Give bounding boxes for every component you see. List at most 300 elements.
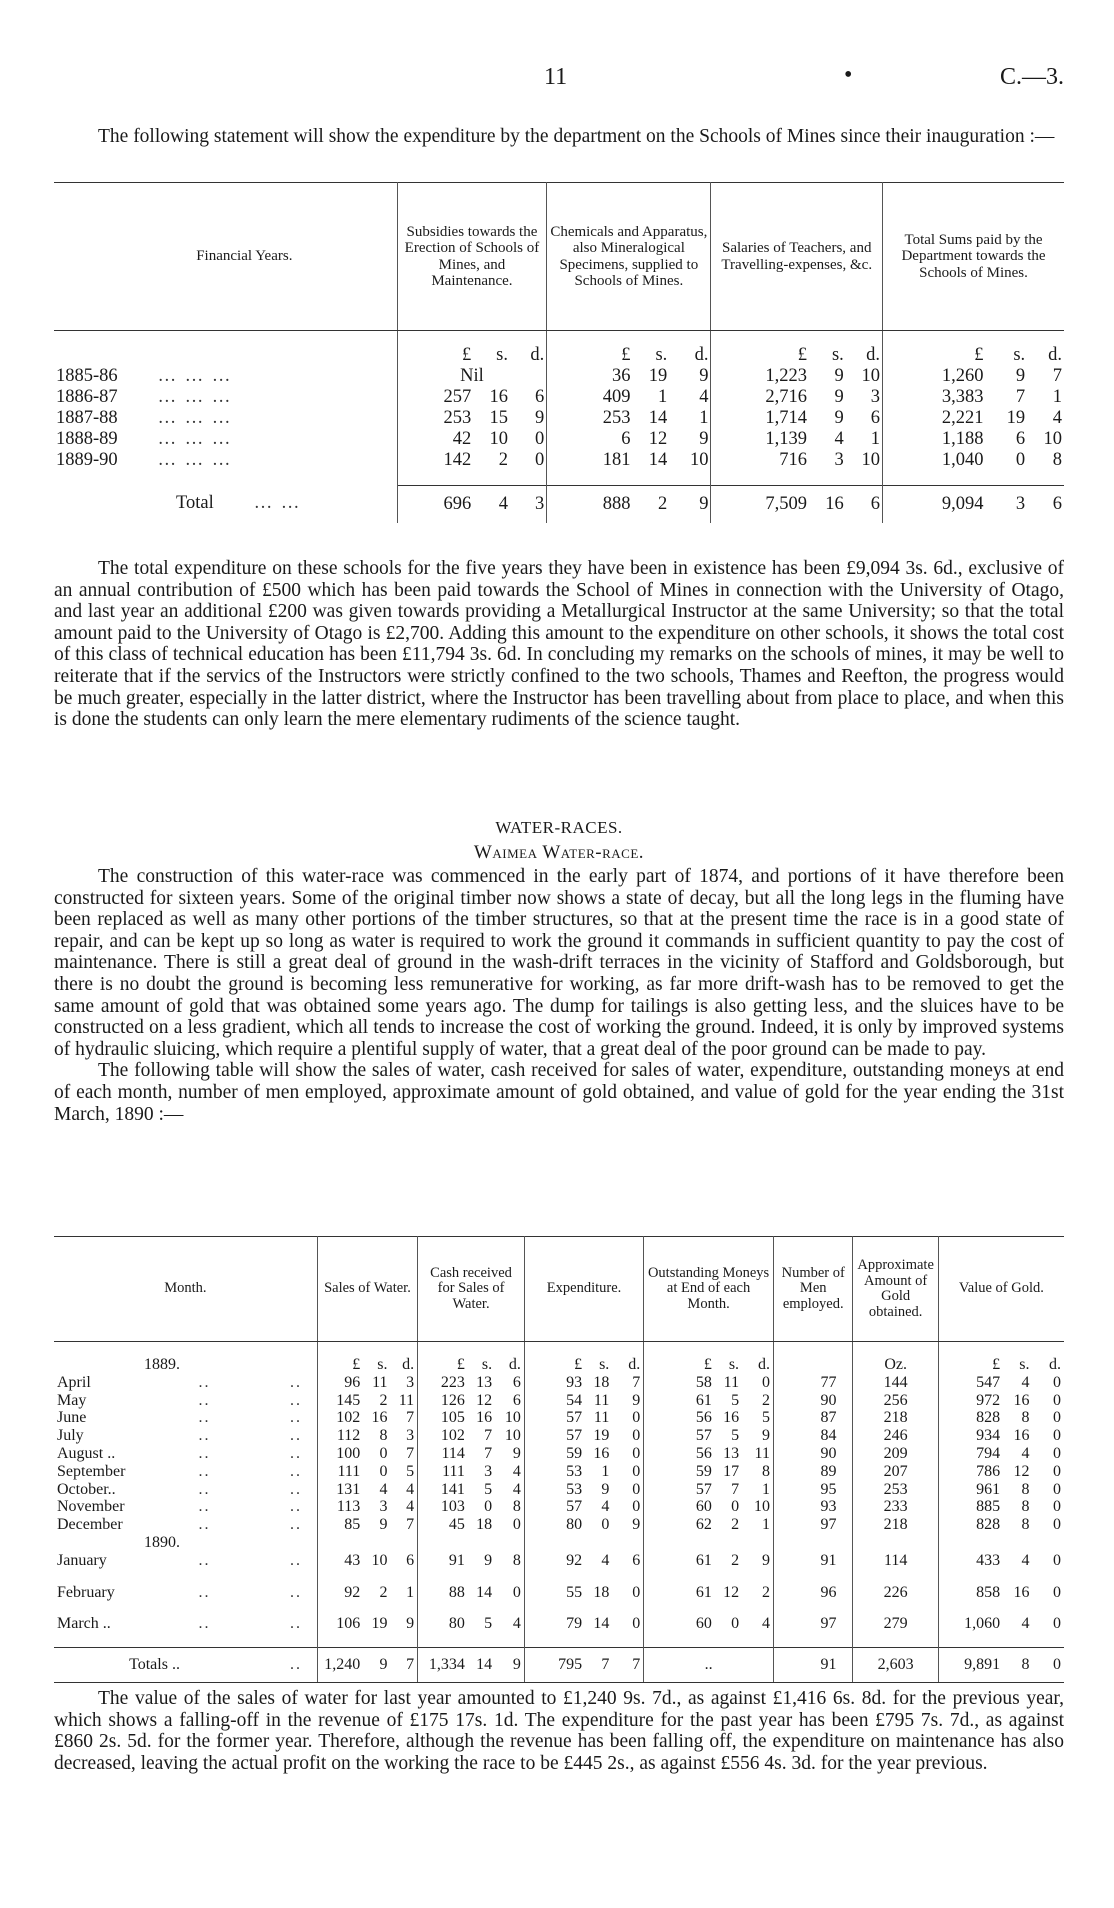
sales-total-shillings: 9: [363, 1648, 390, 1683]
expenditure-pence: 0: [632, 1480, 641, 1498]
subsidies-shillings: 15: [489, 408, 508, 428]
expenditure-shillings: 14: [593, 1615, 610, 1633]
table-row: [54, 1392, 1064, 1410]
header-chemicals: Chemicals and Apparatus, also Mineralogical Specimens, supplied to Schools of Mines.: [547, 183, 711, 331]
subsidies-shillings: 10: [489, 429, 508, 449]
leader-dots: ..: [290, 1444, 302, 1462]
leader-dots: … … …: [157, 429, 233, 449]
gold-ounces: 218: [853, 1516, 938, 1534]
men-employed: 84: [773, 1427, 853, 1445]
salaries-pounds: 716: [711, 450, 809, 485]
table-row: [54, 1584, 1064, 1616]
header-outstanding: Outstanding Moneys at End of each Month.: [644, 1237, 774, 1342]
gold-ounces: 114: [853, 1552, 938, 1584]
cash-pence: 8: [512, 1551, 521, 1569]
month-name: June: [57, 1409, 87, 1427]
subsidies-pence: 6: [534, 387, 545, 407]
month-name: August ..: [57, 1444, 116, 1462]
outstanding-pounds: 60: [644, 1615, 715, 1647]
intro-paragraph: The following statement will show the expenditure by the department on the Schools of Mines since their inauguration :—: [98, 126, 1055, 147]
leader-dots: ..: [290, 1480, 302, 1498]
leader-dots: ..: [290, 1373, 302, 1391]
sales-pounds: 113: [317, 1498, 363, 1516]
subsidies-pence: 0: [534, 450, 545, 470]
gold-value-pounds: 858: [938, 1584, 1003, 1616]
gold-value-total-pounds: 9,891: [938, 1648, 1003, 1683]
chemicals-pence: 1: [699, 408, 709, 428]
salaries-total-shillings: 16: [809, 485, 846, 523]
header-gold-amount: Approximate Amount of Gold obtained.: [853, 1237, 938, 1342]
leader-dots: ..: [198, 1373, 211, 1391]
men-employed: 97: [773, 1516, 853, 1534]
leader-dots: ..: [198, 1583, 211, 1601]
expenditure-shillings: 4: [601, 1498, 610, 1516]
waimea-section: [54, 866, 1064, 1125]
total-label: Total: [176, 493, 214, 513]
header-expenditure: Expenditure.: [524, 1237, 643, 1342]
subsidies-pounds: 253: [397, 408, 473, 429]
unit-shillings: s.: [599, 1356, 610, 1373]
unit-shillings: s.: [655, 345, 668, 365]
chemicals-pence: 10: [689, 450, 709, 470]
summary-paragraph: The value of the sales of water for last year amounted to £1,240 9s. 7d., as against £1,416 6s. 8d. for the previous year, which shows a falling-off in the revenue of £175 17s. 1d. The expenditure for the past year has been £795 7s. 7d., as against £860 2s. 5d. for the former year. Therefore, although the revenue has been falling off, the expenditure on maintenance has also decreased, leaving the actual profit on the working the race to be £445 2s., as against £556 4s. 3d. for the year previous.: [54, 1688, 1064, 1774]
salaries-shillings: 9: [834, 387, 844, 407]
unit-pounds: £: [711, 331, 809, 367]
gold-value-shillings: 12: [1013, 1462, 1030, 1480]
cash-shillings: 7: [484, 1444, 493, 1462]
gold-value-pence: 0: [1053, 1498, 1061, 1516]
chemicals-pence: 9: [699, 366, 709, 386]
chemicals-shillings: 14: [648, 408, 668, 428]
table-row: [54, 1481, 1064, 1499]
subsidies-pence: 9: [534, 408, 545, 428]
outstanding-shillings: 5: [731, 1391, 740, 1409]
gold-value-pounds: 972: [938, 1392, 1003, 1410]
leader-dots: ..: [290, 1516, 302, 1534]
sales-pounds: 131: [317, 1481, 363, 1499]
gold-value-pounds: 794: [938, 1445, 1003, 1463]
grand-total-shillings: 3: [985, 485, 1027, 523]
total-pence: 1: [1052, 387, 1062, 407]
cash-pounds: 126: [418, 1392, 468, 1410]
gold-value-pounds: 547: [938, 1374, 1003, 1392]
sales-pence: 4: [406, 1498, 415, 1516]
header-subsidies: Subsidies towards the Erection of Schools of Mines, and Maintenance.: [397, 183, 547, 331]
unit-pounds: £: [938, 1342, 1003, 1374]
gold-value-total-pence: 0: [1032, 1648, 1064, 1683]
outstanding-pounds: 58: [644, 1374, 715, 1392]
leader-dots: … … …: [157, 366, 233, 386]
leader-dots: ..: [290, 1656, 302, 1674]
sales-shillings: 0: [379, 1462, 388, 1480]
leader-dots: ..: [290, 1498, 302, 1516]
header-cash-received: Cash received for Sales of Water.: [418, 1237, 525, 1342]
chemicals-total-pence: 9: [669, 485, 711, 523]
cash-pounds: 102: [418, 1427, 468, 1445]
sales-total-pounds: 1,240: [317, 1648, 363, 1683]
salaries-shillings: 4: [834, 429, 844, 449]
gold-value-shillings: 16: [1013, 1583, 1030, 1601]
header-total-sums: Total Sums paid by the Department towards the Schools of Mines.: [883, 183, 1064, 331]
cash-pence: 6: [512, 1373, 521, 1391]
gold-value-pence: 0: [1053, 1551, 1061, 1569]
bullet-mark: •: [844, 62, 853, 88]
document-reference: C.—3.: [999, 64, 1064, 90]
total-pence: 4: [1052, 408, 1062, 428]
total-shillings: 7: [1015, 387, 1026, 407]
cash-pence: 4: [512, 1480, 521, 1498]
men-employed: 96: [773, 1584, 853, 1616]
subsidies-shillings: 16: [489, 387, 508, 407]
gold-ounces: 207: [853, 1463, 938, 1481]
leader-dots: ..: [198, 1409, 211, 1427]
subsidies-pence: 0: [534, 429, 545, 449]
cash-shillings: 0: [484, 1498, 493, 1516]
month-name: September: [57, 1462, 126, 1480]
table-row: [54, 429, 1064, 450]
sales-pounds: 96: [317, 1374, 363, 1392]
month-name: October..: [57, 1480, 116, 1498]
expenditure-shillings: 4: [601, 1551, 610, 1569]
outstanding-pence: 9: [761, 1427, 770, 1445]
cash-shillings: 9: [484, 1551, 493, 1569]
sales-shillings: 9: [379, 1516, 388, 1534]
subsidies-pounds: 142: [397, 450, 473, 485]
chemicals-total-pounds: 888: [547, 485, 633, 523]
gold-value-pounds: 934: [938, 1427, 1003, 1445]
units-row: [54, 331, 1064, 367]
page-header: [54, 64, 1064, 94]
chemicals-pounds: 181: [547, 450, 633, 485]
unit-pounds: £: [418, 1342, 468, 1374]
header-men-employed: Number of Men employed.: [773, 1237, 853, 1342]
unit-pence: d.: [866, 345, 881, 365]
table-row: [54, 1498, 1064, 1516]
salaries-pence: 6: [870, 408, 881, 428]
salaries-shillings: 9: [834, 366, 844, 386]
leader-dots: ..: [198, 1498, 211, 1516]
unit-pence: d.: [530, 345, 545, 365]
gold-value-pence: 0: [1053, 1444, 1061, 1462]
table-row: [54, 450, 1064, 485]
table-row: [54, 1409, 1064, 1427]
expenditure-pounds: 53: [524, 1481, 585, 1499]
leader-dots: ..: [290, 1615, 302, 1633]
year-cell: 1888-89: [56, 429, 118, 449]
gold-value-shillings: 8: [1021, 1409, 1030, 1427]
expenditure-shillings: 0: [601, 1516, 610, 1534]
cash-pence: 10: [504, 1427, 521, 1445]
unit-pounds: £: [883, 331, 986, 367]
men-employed: 89: [773, 1463, 853, 1481]
table-row: [54, 1427, 1064, 1445]
leader-dots: ..: [290, 1583, 302, 1601]
expenditure-pounds: 53: [524, 1463, 585, 1481]
year-cell: 1885-86: [56, 366, 118, 386]
grand-total-pence: 6: [1027, 485, 1064, 523]
total-pounds: 1,188: [883, 429, 986, 450]
outstanding-pence: 2: [761, 1583, 770, 1601]
outstanding-shillings: 2: [731, 1516, 740, 1534]
gold-ounces: 218: [853, 1409, 938, 1427]
schools-paragraph: The total expenditure on these schools for the five years they have been in existence has been £9,094 3s. 6d., exclusive of an annual contribution of £500 which has been paid towards the School of Mines in connection with the University of Otago, and last year an additional £200 was given towards providing a Metallurgical Instructor at the same University; so that the total amount paid to the University of Otago is £2,700. Adding this amount to the expenditure on other schools, it shows the total cost of this class of technical education has been £11,794 3s. 6d. In concluding my remarks on the schools of mines, it may be well to reiterate that if the servics of the Instructors were strictly confined to the two schools, Thames and Reefton, the progress would be much greater, especially in the latter district, where the Instructor has been travelling about from place to place, and when this is done the students can only learn the mere elementary rudiments of the science taught.: [54, 558, 1064, 731]
table-row: [54, 1516, 1064, 1534]
expenditure-shillings: 1: [601, 1462, 610, 1480]
salaries-shillings: 9: [834, 408, 844, 428]
unit-pounds: £: [317, 1342, 363, 1374]
gold-value-shillings: 4: [1021, 1373, 1030, 1391]
salaries-pounds: 1,139: [711, 429, 809, 450]
subsidies-cell: Nil: [397, 366, 547, 387]
water-race-table: [54, 1236, 1064, 1683]
gold-value-shillings: 8: [1021, 1498, 1030, 1516]
outstanding-pounds: 56: [644, 1445, 715, 1463]
men-employed: 93: [773, 1498, 853, 1516]
month-name: December: [57, 1516, 123, 1534]
unit-shillings: s.: [481, 1356, 493, 1373]
total-shillings: 19: [1006, 408, 1026, 428]
expenditure-pounds: 57: [524, 1409, 585, 1427]
leader-dots: ..: [198, 1462, 211, 1480]
table-row: [54, 1615, 1064, 1647]
cash-pounds: 223: [418, 1374, 468, 1392]
expenditure-shillings: 16: [593, 1444, 610, 1462]
outstanding-total: ..: [644, 1648, 774, 1683]
month-name: May: [57, 1391, 87, 1409]
outstanding-pounds: 61: [644, 1392, 715, 1410]
total-pounds: 3,383: [883, 387, 986, 408]
grand-total-pounds: 9,094: [883, 485, 986, 523]
men-employed: 90: [773, 1392, 853, 1410]
cash-pounds: 91: [418, 1552, 468, 1584]
outstanding-pence: 2: [761, 1391, 770, 1409]
outstanding-shillings: 12: [723, 1583, 740, 1601]
cash-pounds: 105: [418, 1409, 468, 1427]
chemicals-pounds: 409: [547, 387, 633, 408]
outstanding-pence: 1: [761, 1516, 770, 1534]
table-intro-paragraph: The following table will show the sales of water, cash received for sales of water, expenditure, outstanding moneys at end of each month, number of men employed, approximate amount of gold obtained, and value of gold for the year ending the 31st March, 1890 :—: [54, 1060, 1064, 1125]
sales-shillings: 2: [379, 1583, 388, 1601]
outstanding-pence: 1: [761, 1480, 770, 1498]
sales-pounds: 112: [317, 1427, 363, 1445]
outstanding-pounds: 56: [644, 1409, 715, 1427]
expenditure-pence: 6: [632, 1551, 641, 1569]
outstanding-pounds: 57: [644, 1427, 715, 1445]
gold-value-pence: 0: [1053, 1462, 1061, 1480]
gold-value-pence: 0: [1053, 1480, 1061, 1498]
sales-pence: 1: [406, 1583, 415, 1601]
expenditure-pence: 0: [632, 1462, 641, 1480]
unit-pence: d.: [1049, 1356, 1061, 1373]
men-employed: 77: [773, 1374, 853, 1392]
total-pounds: 1,040: [883, 450, 986, 485]
cash-pence: 6: [512, 1391, 521, 1409]
leader-dots: ..: [198, 1444, 211, 1462]
outstanding-pounds: 59: [644, 1463, 715, 1481]
cash-total-pounds: 1,334: [418, 1648, 468, 1683]
leader-dots: ..: [198, 1427, 211, 1445]
subsidies-pounds: 42: [397, 429, 473, 450]
sales-total-pence: 7: [390, 1648, 417, 1683]
sales-shillings: 10: [371, 1551, 388, 1569]
table-row: [54, 408, 1064, 429]
gold-value-total-shillings: 8: [1003, 1648, 1032, 1683]
outstanding-pounds: 57: [644, 1481, 715, 1499]
expenditure-shillings: 11: [593, 1409, 610, 1427]
sales-shillings: 16: [371, 1409, 388, 1427]
salaries-pounds: 2,716: [711, 387, 809, 408]
outstanding-pence: 4: [761, 1615, 770, 1633]
outstanding-shillings: 0: [731, 1615, 740, 1633]
cash-pence: 9: [512, 1444, 521, 1462]
gold-value-pence: 0: [1053, 1516, 1061, 1534]
total-row: [54, 485, 1064, 523]
year-cell: 1889-90: [56, 450, 118, 470]
cash-pence: 0: [512, 1516, 521, 1534]
chemicals-shillings: 14: [648, 450, 668, 470]
outstanding-shillings: 2: [731, 1551, 740, 1569]
unit-ounces: Oz.: [853, 1342, 938, 1374]
salaries-pence: 1: [870, 429, 881, 449]
expenditure-shillings: 18: [593, 1373, 610, 1391]
gold-value-pounds: 961: [938, 1481, 1003, 1499]
schools-expenditure-table: [54, 182, 1064, 523]
sales-pence: 6: [406, 1551, 415, 1569]
cash-shillings: 12: [476, 1391, 493, 1409]
outstanding-shillings: 17: [723, 1462, 740, 1480]
men-employed: 91: [773, 1552, 853, 1584]
sales-pounds: 85: [317, 1516, 363, 1534]
gold-value-shillings: 4: [1021, 1444, 1030, 1462]
totals-row: [54, 1648, 1064, 1683]
leader-dots: ..: [198, 1615, 211, 1633]
subsidies-total-pounds: 696: [397, 485, 473, 523]
gold-value-pounds: 433: [938, 1552, 1003, 1584]
subsidies-shillings: 2: [498, 450, 508, 470]
outstanding-pence: 9: [761, 1551, 770, 1569]
cash-pounds: 80: [418, 1615, 468, 1647]
sales-pounds: 145: [317, 1392, 363, 1410]
outstanding-pounds: 60: [644, 1498, 715, 1516]
table-row: [54, 1463, 1064, 1481]
unit-pounds: £: [644, 1342, 715, 1374]
expenditure-total-pounds: 795: [524, 1648, 585, 1683]
chemicals-pounds: 253: [547, 408, 633, 429]
gold-value-shillings: 8: [1021, 1480, 1030, 1498]
header-salaries: Salaries of Teachers, and Travelling-expenses, &c.: [711, 183, 883, 331]
expenditure-shillings: 9: [601, 1480, 610, 1498]
expenditure-pence: 0: [632, 1444, 641, 1462]
unit-shillings: s.: [496, 345, 508, 365]
unit-pence: d.: [1048, 345, 1062, 365]
sales-shillings: 3: [379, 1498, 388, 1516]
outstanding-pence: 5: [761, 1409, 770, 1427]
gold-value-pence: 0: [1053, 1583, 1061, 1601]
salaries-shillings: 3: [834, 450, 844, 470]
leader-dots: ..: [290, 1427, 302, 1445]
chemicals-shillings: 19: [648, 366, 668, 386]
leader-dots: … … …: [157, 450, 233, 470]
sales-pence: 3: [406, 1373, 415, 1391]
outstanding-pounds: 61: [644, 1552, 715, 1584]
sales-pounds: 92: [317, 1584, 363, 1616]
month-name: November: [57, 1498, 125, 1516]
expenditure-pence: 9: [632, 1516, 641, 1534]
month-name: July: [57, 1427, 84, 1445]
cash-pounds: 141: [418, 1481, 468, 1499]
expenditure-pence: 0: [632, 1427, 641, 1445]
expenditure-pounds: 93: [524, 1374, 585, 1392]
sales-pounds: 106: [317, 1615, 363, 1647]
men-total: 91: [773, 1648, 853, 1683]
expenditure-shillings: 11: [593, 1391, 610, 1409]
year-divider-row: [54, 1534, 1064, 1552]
cash-shillings: 5: [484, 1615, 493, 1633]
header-sales-of-water: Sales of Water.: [317, 1237, 417, 1342]
subsidies-pounds: 257: [397, 387, 473, 408]
table-row: [54, 366, 1064, 387]
cash-shillings: 3: [484, 1462, 493, 1480]
outstanding-pounds: 62: [644, 1516, 715, 1534]
leader-dots: … … …: [157, 387, 233, 407]
expenditure-pence: 0: [632, 1615, 641, 1633]
gold-value-shillings: 16: [1013, 1391, 1030, 1409]
chemicals-shillings: 1: [658, 387, 668, 407]
men-employed: 90: [773, 1445, 853, 1463]
leader-dots: ..: [198, 1480, 211, 1498]
expenditure-pence: 7: [632, 1373, 641, 1391]
gold-value-pounds: 786: [938, 1463, 1003, 1481]
chemicals-pence: 4: [699, 387, 709, 407]
salaries-pence: 10: [861, 450, 881, 470]
gold-ounces: 226: [853, 1584, 938, 1616]
total-pounds: 1,260: [883, 366, 986, 387]
outstanding-shillings: 5: [731, 1427, 740, 1445]
gold-value-shillings: 16: [1013, 1427, 1030, 1445]
total-shillings: 6: [1015, 429, 1026, 449]
cash-pounds: 111: [418, 1463, 468, 1481]
sales-shillings: 0: [379, 1444, 388, 1462]
gold-value-pence: 0: [1053, 1615, 1061, 1633]
gold-value-pence: 0: [1053, 1409, 1061, 1427]
waimea-paragraph: The construction of this water-race was commenced in the early part of 1874, and portions of it have therefore been constructed for sixteen years. Some of the original timber now shows a state of decay, but all the long legs in the fluming have been replaced as well as many other portions of the timber structures, so that at the present time the race is in a good state of repair, and can be kept up so long as water is required to work the ground it commands in sufficient quantity to pay the cost of maintenance. There is still a great deal of ground in the wash-drift terraces in the vicinity of Stafford and Goldsborough, but there is no doubt the ground is becoming less remunerative for working, as far more drift-wash has to be removed to get the same amount of gold that was obtained some years ago. The dump for tailings is also getting less, and the sluices have to be constructed on a less gradient, which all tends to increase the cost of working the ground. Indeed, it is only by improved systems of hydraulic sluicing, which require a plentiful supply of water, that a great deal of the poor ground can be made to pay.: [54, 866, 1064, 1060]
cash-pence: 8: [512, 1498, 521, 1516]
cash-pounds: 45: [418, 1516, 468, 1534]
expenditure-pounds: 59: [524, 1445, 585, 1463]
unit-pence: d.: [694, 345, 709, 365]
leader-dots: ..: [198, 1551, 211, 1569]
outstanding-shillings: 16: [723, 1409, 740, 1427]
unit-shillings: s.: [1013, 345, 1026, 365]
table-row: [54, 387, 1064, 408]
chemicals-pence: 9: [699, 429, 709, 449]
sales-pence: 4: [406, 1480, 415, 1498]
salaries-pence: 10: [861, 366, 881, 386]
sales-shillings: 19: [371, 1615, 388, 1633]
expenditure-shillings: 19: [593, 1427, 610, 1445]
year-cell: 1886-87: [56, 387, 118, 407]
subsection-heading: Waimea Water-race.: [473, 842, 645, 863]
salaries-total-pence: 6: [846, 485, 883, 523]
cash-pence: 10: [504, 1409, 521, 1427]
sales-pounds: 43: [317, 1552, 363, 1584]
cash-total-shillings: 14: [468, 1648, 495, 1683]
chemicals-pounds: 6: [547, 429, 633, 450]
outstanding-shillings: 13: [723, 1444, 740, 1462]
outstanding-shillings: 7: [731, 1480, 740, 1498]
gold-value-shillings: 4: [1021, 1615, 1030, 1633]
gold-ounces: 233: [853, 1498, 938, 1516]
